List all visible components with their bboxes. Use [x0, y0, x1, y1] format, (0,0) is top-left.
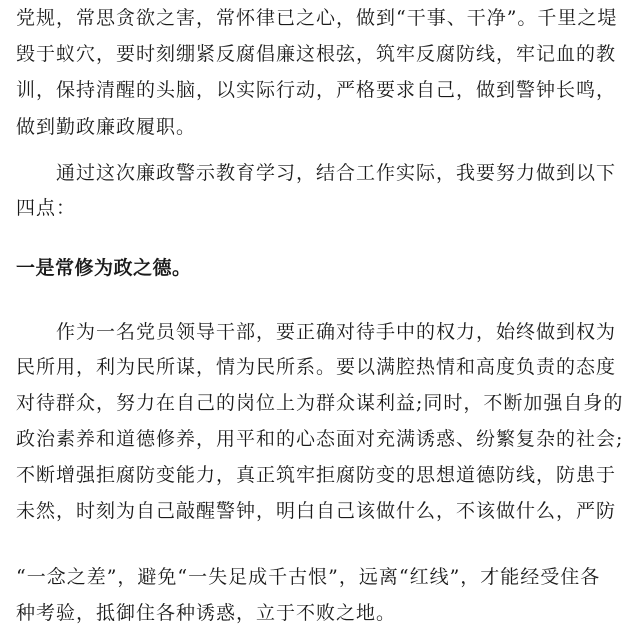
text-line: 通过这次廉政警示教育学习，结合工作实际，我要努力做到以下 — [56, 162, 617, 184]
text-line: “一念之差”，避免“一失足成千古恨”，远离“红线”，才能经受住各 — [16, 566, 601, 588]
text-line: 训，保持清醒的头脑，以实际行动，严格要求自己，做到警钟长鸣， — [16, 79, 617, 101]
text-line: 对待群众，努力在自己的岗位上为群众谋利益;同时，不断加强自身的 — [16, 392, 624, 414]
text-line: 民所用，利为民所谋，情为民所系。要以满腔热情和高度负责的态度 — [16, 356, 617, 378]
text-line: 作为一名党员领导干部，要正确对待手中的权力，始终做到权为 — [56, 321, 617, 343]
text-line: 毁于蚁穴，要时刻绷紧反腐倡廉这根弦，筑牢反腐防线，牢记血的教 — [16, 43, 617, 65]
text-line: 政治素养和道德修养，用平和的心态面对充满诱惑、纷繁复杂的社会; — [16, 428, 624, 450]
text-line: 四点： — [16, 197, 77, 219]
text-line: 未然，时刻为自己敲醒警钟，明白自己该做什么，不该做什么，严防 — [16, 500, 617, 522]
text-line: 党规，常思贪欲之害，常怀律已之心，做到“干事、干净”。千里之堤 — [16, 7, 618, 29]
text-line: 种考验，抵御住各种诱惑，立于不败之地。 — [16, 602, 397, 624]
text-line: 做到勤政廉政履职。 — [16, 116, 197, 138]
text-line: 不断增强拒腐防变能力，真正筑牢拒腐防变的思想道德防线，防患于 — [16, 464, 617, 486]
section-heading: 一是常修为政之德。 — [16, 257, 192, 279]
